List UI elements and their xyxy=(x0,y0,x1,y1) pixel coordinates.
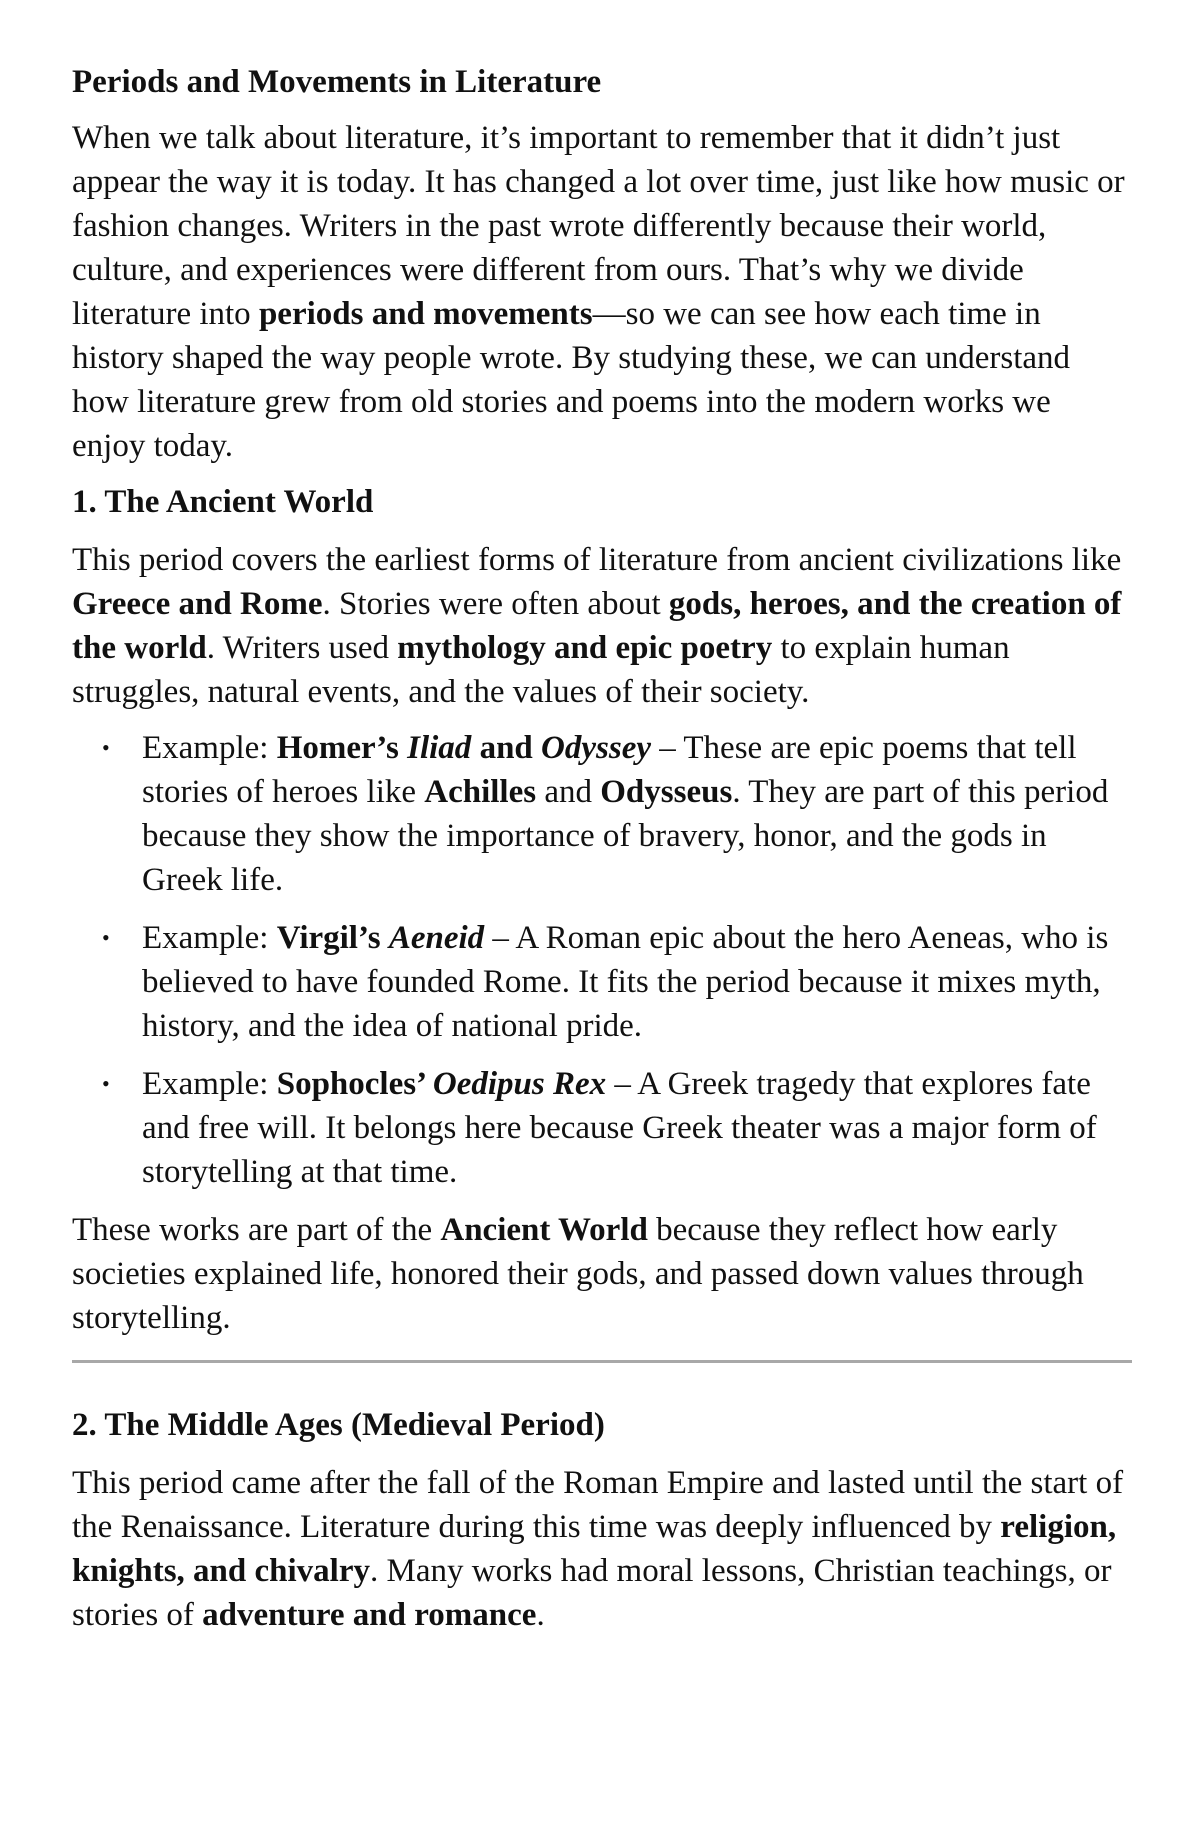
bullet-icon: • xyxy=(102,1071,110,1096)
bullet-icon: • xyxy=(102,735,110,760)
middle-ages-paragraph: This period came after the fall of the Roman Empire and lasted until the start of the Renaissance. Literature during this time was deeply influenced by religion, knights, and chivalry. Many works had moral lessons, Christian teachings, or stories of adventure and romance. xyxy=(72,1465,1124,1633)
bullet-icon: • xyxy=(102,925,110,950)
section-heading-ancient-world: 1. The Ancient World xyxy=(72,484,374,520)
section-heading-middle-ages: 2. The Middle Ages (Medieval Period) xyxy=(72,1407,605,1443)
ancient-world-closing-paragraph: These works are part of the Ancient World because they reflect how early societies explained life, honored their gods, and passed down values through storytelling. xyxy=(72,1212,1084,1336)
examples-list xyxy=(72,726,1132,1194)
list-item: • Example: Homer’s Iliad and Odyssey – These are epic poems that tell stories of heroes like Achilles and Odysseus. They are part of this period because they show the importance of bravery, honor, and the gods in Greek life. xyxy=(72,726,1132,902)
intro-paragraph: When we talk about literature, it’s important to remember that it didn’t just appear the way it is today. It has changed a lot over time, just like how music or fashion changes. Writers in the past wrote differently because their world, culture, and experiences were different from ours. That’s why we divide literature into periods and movements—so we can see how each time in history shaped the way people wrote. By studying these, we can understand how literature grew from old stories and poems into the modern works we enjoy today. xyxy=(72,120,1125,464)
list-item: • Example: Sophocles’ Oedipus Rex – A Greek tragedy that explores fate and free will. It belongs here because Greek theater was a major form of storytelling at that time. xyxy=(72,1062,1132,1194)
section-divider xyxy=(72,1360,1132,1363)
ancient-world-paragraph: This period covers the earliest forms of literature from ancient civilizations like Greece and Rome. Stories were often about gods, heroes, and the creation of the world. Writers used mythology and epic poetry to explain human struggles, natural events, and the values of their society. xyxy=(72,542,1122,710)
page-title: Periods and Movements in Literature xyxy=(72,64,602,100)
document-page xyxy=(72,60,1132,1649)
list-item: • Example: Virgil’s Aeneid – A Roman epic about the hero Aeneas, who is believed to have founded Rome. It fits the period because it mixes myth, history, and the idea of national pride. xyxy=(72,916,1132,1048)
